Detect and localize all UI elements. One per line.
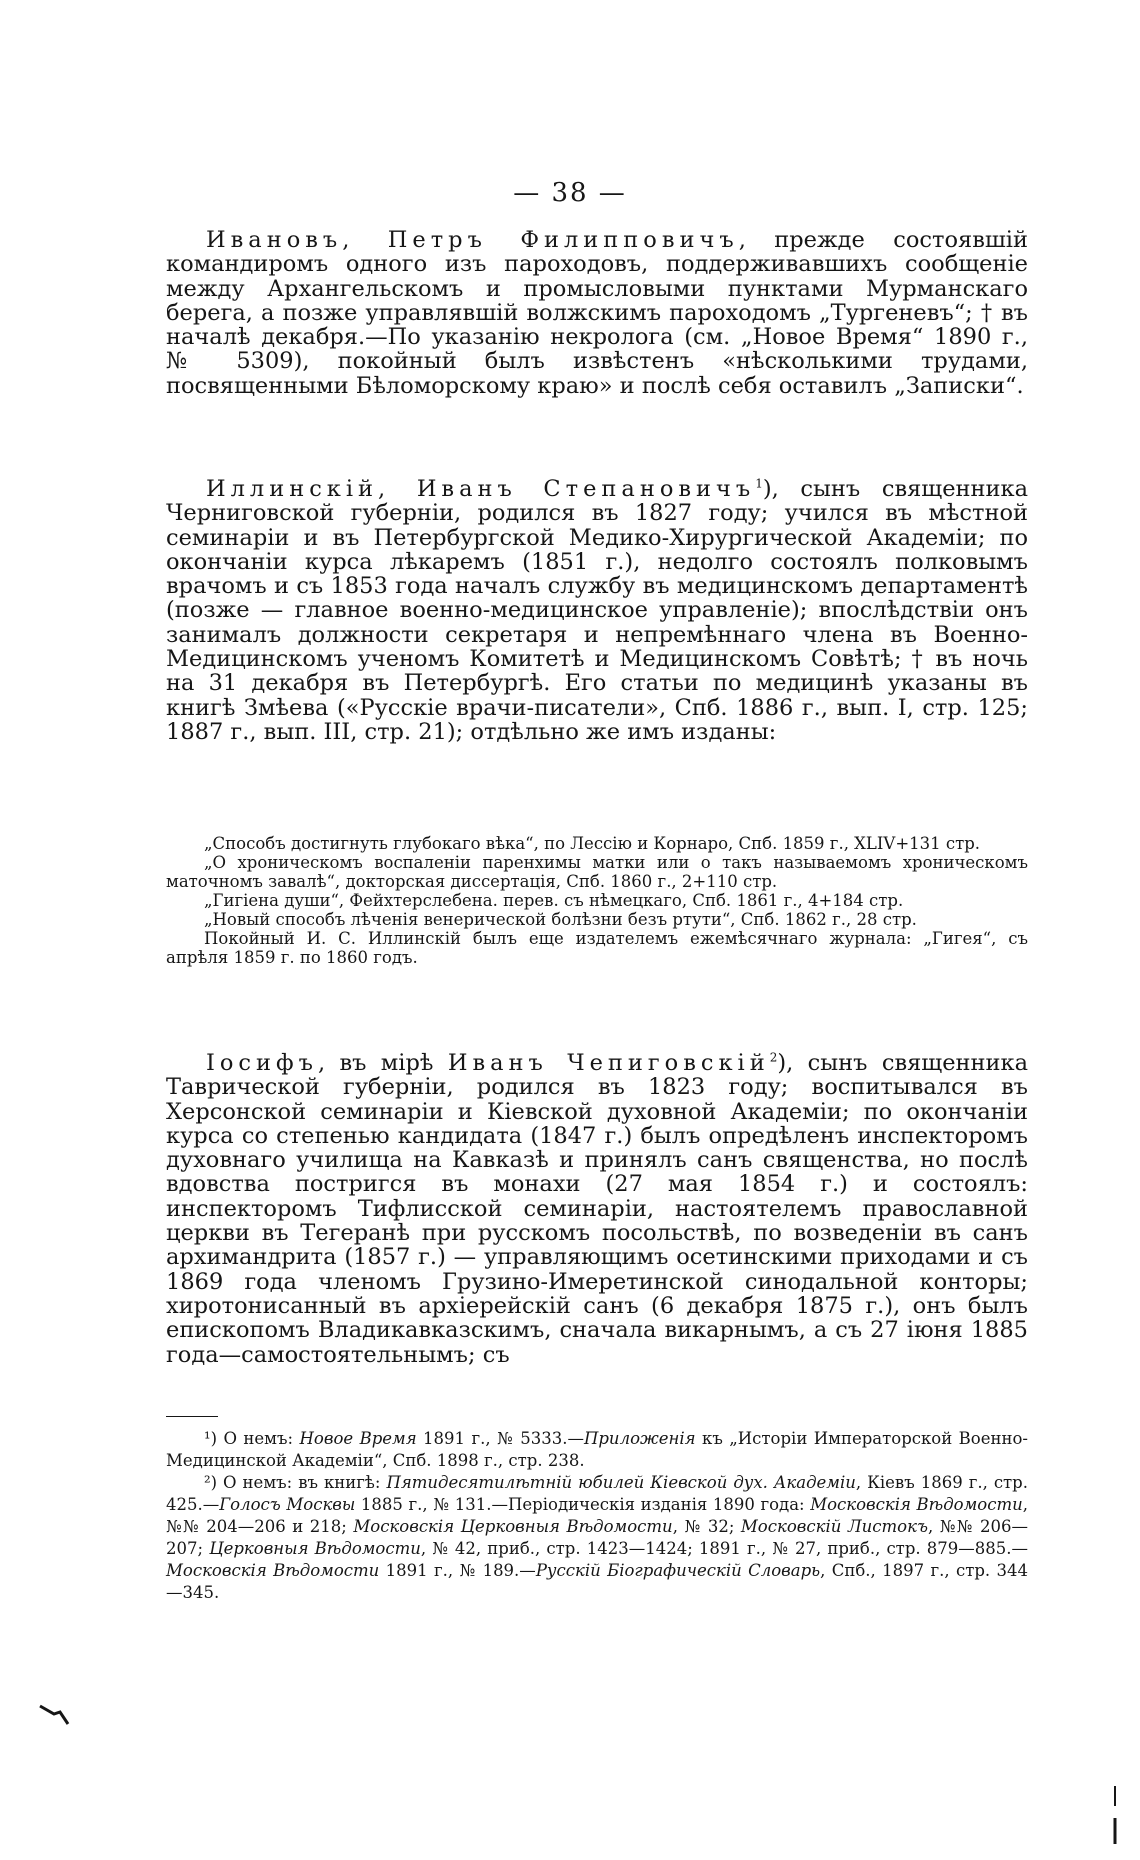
postscript: Покойный И. С. Иллинскій былъ еще издателемъ ежемѣсячнаго журнала: „Гигея“, съ апрѣля 1859 г. по 1860 годъ. (166, 929, 1028, 967)
entry-text: , прежде состоявшій командиромъ одного изъ пароходовъ, поддерживавшихъ сообщеніе между Архангельскомъ и промысловыми пунктами Мурманскаго берега, а позже управлявшій волжскимъ пароходомъ „Тургеневъ“; † въ началѣ декабря.—По указанію некролога (см. „Новое Время“ 1890 г., № 5309), покойный былъ извѣстенъ «нѣсколькими трудами, посвященными Бѣломорскому краю» и послѣ себя оставилъ „Записки“. (166, 227, 1028, 399)
page-number: — 38 — (513, 178, 627, 208)
entry-illinsky (166, 477, 1028, 744)
list-item: „Гигіена души“, Фейхтерслебена. перев. съ нѣмецкаго, Спб. 1861 г., 4+184 стр. (204, 891, 904, 910)
scan-mark-left (38, 1700, 72, 1728)
list-item: „Новый способъ лѣченія венерической болѣзни безъ ртути“, Спб. 1862 г., 28 стр. (204, 910, 917, 929)
entry-secular-name: Иванъ Чепиговскій (447, 1050, 770, 1076)
footnote-ref: 2 (769, 1050, 778, 1065)
footnote-2: ²) О немъ: въ книгѣ: Пятидесятилѣтній юбилей Кіевской дух. Академіи, Кіевъ 1869 г., стр. 425.—Голосъ Москвы 1885 г., № 131.—Періодическія изданія 1890 года: Московскія Вѣдомости, №№ 204—206 и 218; Московскія Церковныя Вѣдомости, № 32; Московскій Листокъ, №№ 206—207; Церковныя Вѣдомости, № 42, приб., стр. 1423—1424; 1891 г., № 27, приб., стр. 879—885.—Московскія Вѣдомости 1891 г., № 189.—Русскій Біографическій Словарь, Спб., 1897 г., стр. 344—345. (166, 1473, 1028, 1602)
works-list (166, 834, 1028, 967)
footnote-1: ¹) О немъ: Новое Время 1891 г., № 5333.—Приложенія къ „Исторіи Императорской Военно-Медицинской Академіи“, Спб. 1898 г., стр. 238. (166, 1429, 1028, 1470)
list-item: „Способъ достигнуть глубокаго вѣка“, по Лессію и Корнаро, Спб. 1859 г., XLIV+131 стр. (204, 834, 981, 853)
footnote-separator (166, 1416, 218, 1417)
footnotes (166, 1428, 1028, 1604)
entry-name: Иллинскій, Иванъ Степановичъ (206, 476, 756, 502)
entry-ivanov (166, 228, 1028, 398)
entry-iosif: Іосифъ, въ мірѣ Иванъ Чепиговскій$^2$), сынъ священника Таврической губерніи, родился въ 1823 году; воспитывался въ Херсонской семинаріи и Кіевской духовной Академіи; по окончаніи курса со степенью кандидата (1847 г.) былъ опредѣленъ инспекторомъ духовнаго училища на Кавказѣ и принялъ санъ священства, но послѣ вдовства постригся въ монахи (27 мая 1854 г.) и состоялъ: инспекторомъ Тифлисской семинаріи, настоятелемъ православной церкви въ Тегеранѣ при русскомъ посольствѣ, по возведеніи въ санъ архимандрита (1857 г.) — управляющимъ осетинскими приходами и съ 1869 года членомъ Грузино-Имеретинской синодальной конторы; хиротонисанный въ архіерейскій санъ (6 декабря 1875 г.), онъ былъ епископомъ Владикавказскимъ, сначала викарнымъ, а съ 27 іюня 1885 года—самостоятельнымъ; съ (166, 1050, 1028, 1368)
entry-name: Іосифъ (206, 1050, 318, 1076)
entry-text: ), сынъ священника Черниговской губерніи, родился въ 1827 году; учился въ мѣстной семинаріи и въ Петербургской Медико-Хирургической Академіи; по окончаніи курса лѣкаремъ (1851 г.), недолго состоялъ полковымъ врачомъ и съ 1853 года началъ службу въ медицинскомъ департаментѣ (позже — главное военно-медицинское управленіе); впослѣдствіи онъ занималъ должности секретаря и непремѣннаго члена въ Военно-Медицинскомъ ученомъ Комитетѣ и Медицинскомъ Совѣтѣ; † въ ночь на 31 декабря въ Петербургѣ. Его статьи по медицинѣ указаны въ книгѣ Змѣева («Русскіе врачи-писатели», Спб. 1886 г., вып. I, стр. 125; 1887 г., вып. III, стр. 21); отдѣльно же имъ изданы: (166, 476, 1028, 745)
entry-text: ), сынъ священника Таврической губерніи, родился въ 1823 году; воспитывался въ Херсонской семинаріи и Кіевской духовной Академіи; по окончаніи курса со степенью кандидата (1847 г.) былъ опредѣленъ инспекторомъ духовнаго училища на Кавказѣ и принялъ санъ священства, но послѣ вдовства постригся въ монахи (27 мая 1854 г.) и состоялъ: инспекторомъ Тифлисской семинаріи, настоятелемъ православной церкви въ Тегеранѣ при русскомъ посольствѣ, по возведеніи въ санъ архимандрита (1857 г.) — управляющимъ осетинскими приходами и съ 1869 года членомъ Грузино-Имеретинской синодальной конторы; хиротонисанный въ архіерейскій санъ (6 декабря 1875 г.), онъ былъ епископомъ Владикавказскимъ, сначала викарнымъ, а съ 27 іюня 1885 года—самостоятельнымъ; съ (166, 1050, 1028, 1368)
entry-name: Ивановъ, Петръ Филипповичъ (206, 227, 739, 253)
footnote-ref: 1 (755, 476, 763, 491)
scan-mark-right (1112, 1786, 1122, 1846)
list-item: „О хроническомъ воспаленіи паренхимы матки или о такъ называемомъ хроническомъ маточномъ завалѣ“, докторская диссертація, Спб. 1860 г., 2+110 стр. (166, 853, 1028, 891)
